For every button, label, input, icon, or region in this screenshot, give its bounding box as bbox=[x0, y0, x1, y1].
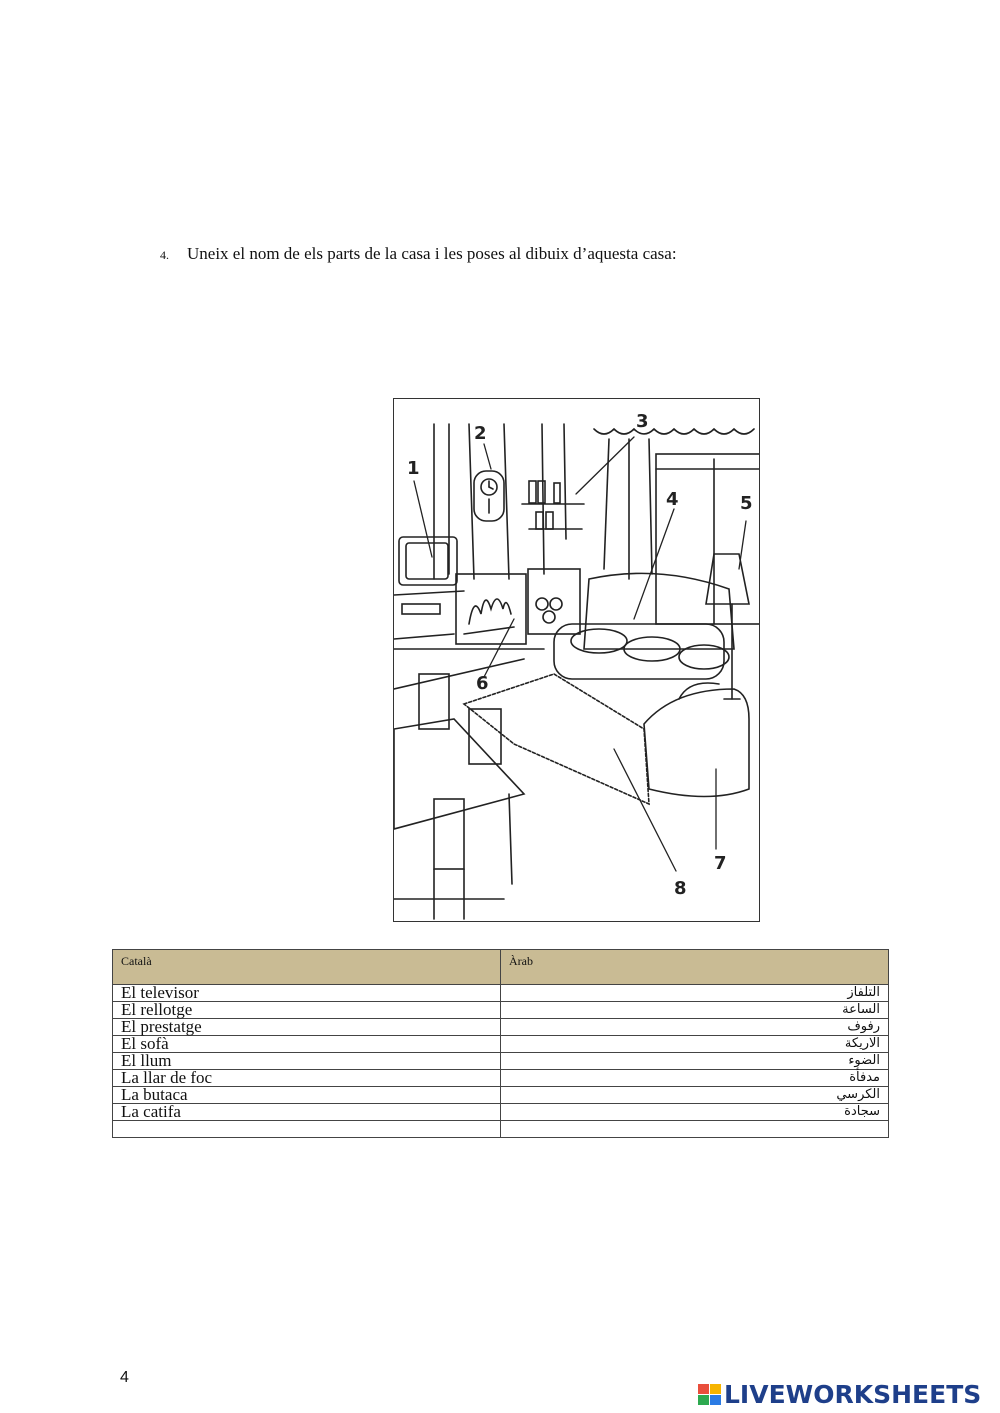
page-number: 4 bbox=[120, 1369, 129, 1386]
arabic-cell: الضوء bbox=[501, 1053, 889, 1070]
catalan-cell: La llar de foc bbox=[113, 1070, 501, 1087]
arabic-cell bbox=[501, 1121, 889, 1138]
rug-drawing bbox=[464, 674, 649, 804]
label-7: 7 bbox=[714, 853, 727, 874]
table-chairs-drawing bbox=[394, 674, 524, 919]
arabic-cell: الاريكة bbox=[501, 1036, 889, 1053]
table-header-row bbox=[113, 950, 889, 985]
header-catalan: Català bbox=[113, 950, 501, 985]
table-row bbox=[113, 1087, 889, 1104]
label-2: 2 bbox=[474, 423, 487, 444]
instruction bbox=[160, 244, 677, 264]
walls-drawing bbox=[394, 424, 566, 689]
table-row bbox=[113, 1036, 889, 1053]
brand-mark-icon bbox=[698, 1384, 721, 1405]
arabic-cell: الكرسي bbox=[501, 1087, 889, 1104]
table-row bbox=[113, 985, 889, 1002]
tv-drawing bbox=[394, 537, 464, 639]
instruction-number: 4. bbox=[160, 248, 169, 262]
shelf-drawing bbox=[522, 481, 584, 529]
catalan-cell: El rellotge bbox=[113, 1002, 501, 1019]
arabic-cell: الساعة bbox=[501, 1002, 889, 1019]
clock-drawing bbox=[474, 471, 504, 521]
header-arabic: Àrab bbox=[501, 950, 889, 985]
catalan-cell: El sofà bbox=[113, 1036, 501, 1053]
arabic-cell: مدفأة bbox=[501, 1070, 889, 1087]
catalan-cell: La butaca bbox=[113, 1087, 501, 1104]
arabic-cell: سجادة bbox=[501, 1104, 889, 1121]
label-1: 1 bbox=[407, 458, 420, 479]
catalan-cell: El prestatge bbox=[113, 1019, 501, 1036]
label-4: 4 bbox=[666, 489, 679, 510]
catalan-cell bbox=[113, 1121, 501, 1138]
catalan-cell: El llum bbox=[113, 1053, 501, 1070]
sofa-drawing bbox=[554, 573, 734, 679]
label-6: 6 bbox=[476, 673, 489, 694]
arabic-cell: التلفاز bbox=[501, 985, 889, 1002]
label-3: 3 bbox=[636, 411, 649, 432]
table-row bbox=[113, 1104, 889, 1121]
brand-text: LIVEWORKSHEETS bbox=[724, 1379, 982, 1409]
label-5: 5 bbox=[740, 493, 753, 514]
arabic-cell: رفوف bbox=[501, 1019, 889, 1036]
liveworksheets-logo[interactable] bbox=[698, 1378, 981, 1410]
catalan-cell: El televisor bbox=[113, 985, 501, 1002]
vocabulary-table bbox=[112, 949, 889, 1138]
table-row-empty bbox=[113, 1121, 889, 1138]
table-row bbox=[113, 1002, 889, 1019]
table-row bbox=[113, 1053, 889, 1070]
catalan-cell: La catifa bbox=[113, 1104, 501, 1121]
armchair-drawing bbox=[644, 683, 749, 797]
table-row bbox=[113, 1019, 889, 1036]
curtain-window-drawing bbox=[594, 429, 760, 624]
instruction-text: Uneix el nom de els parts de la casa i les poses al dibuix d’aquesta casa: bbox=[187, 244, 677, 263]
label-8: 8 bbox=[674, 878, 687, 899]
living-room-illustration bbox=[393, 398, 760, 922]
table-row bbox=[113, 1070, 889, 1087]
fireplace-drawing bbox=[456, 569, 580, 644]
